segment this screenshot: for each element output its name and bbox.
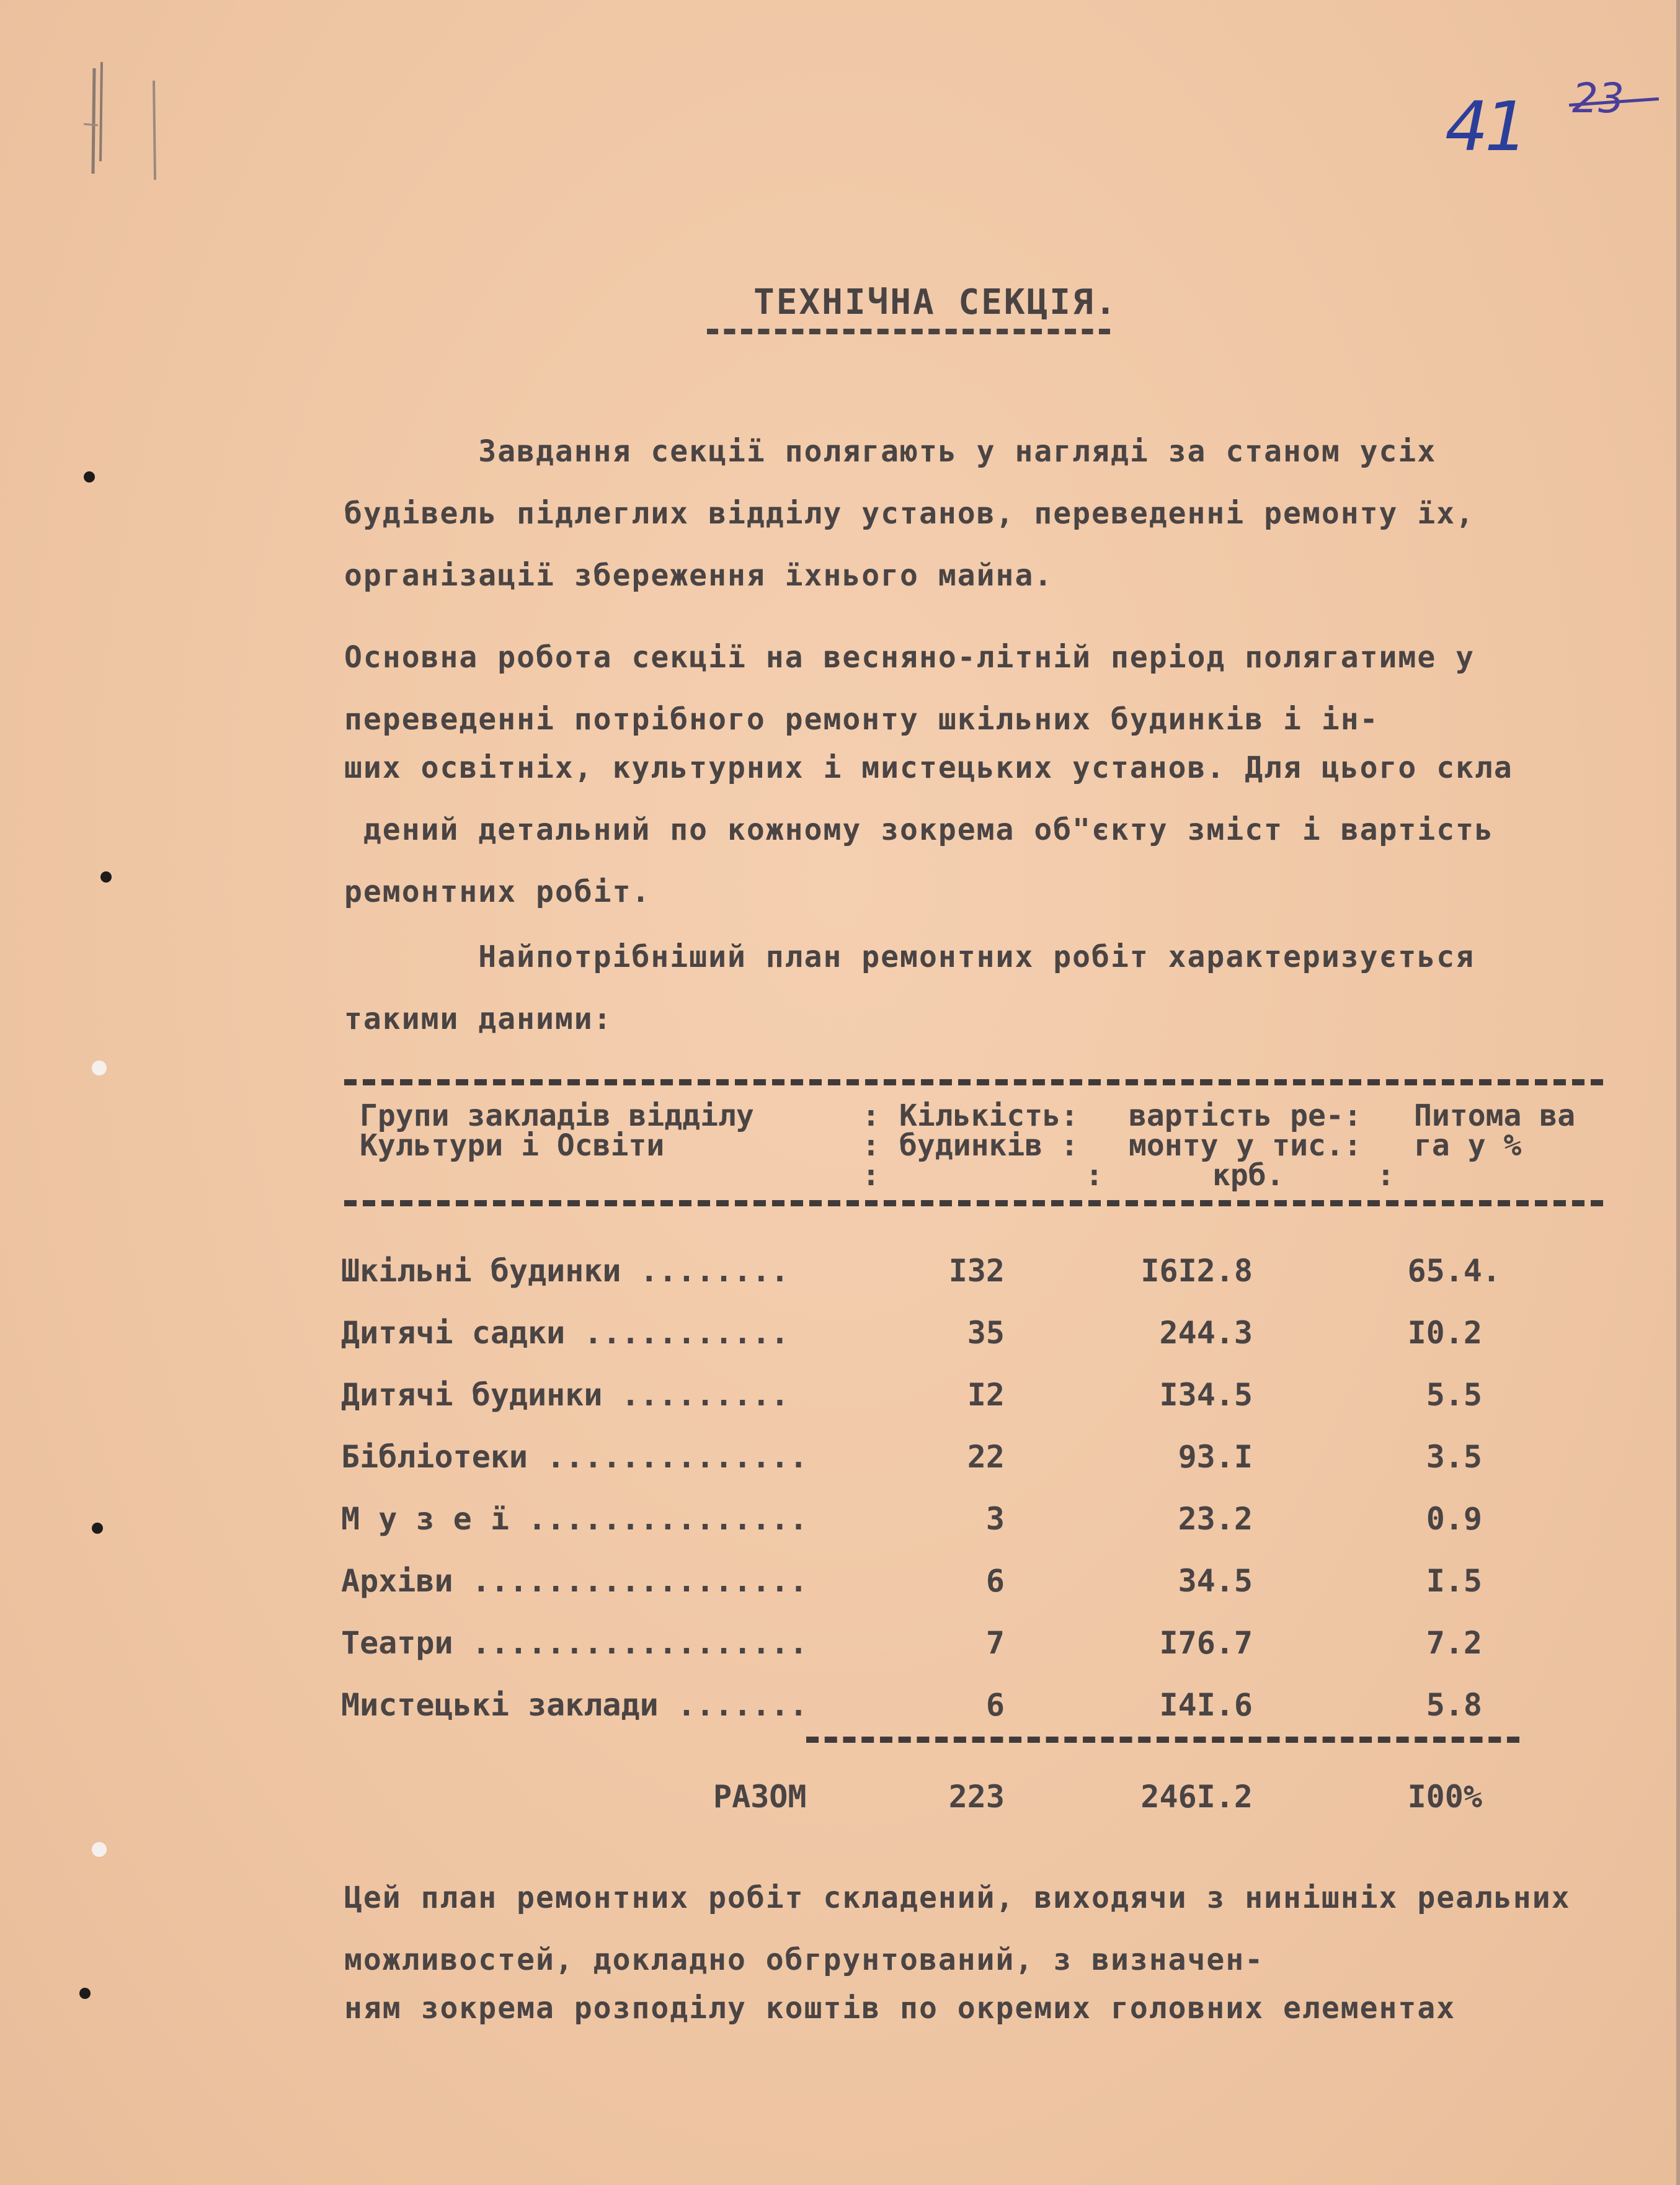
table-row-count: 7 (985, 1625, 1005, 1661)
table-row-cost: 34.5 (1178, 1563, 1253, 1599)
table-row-name: Бібліотеки .............. (341, 1439, 808, 1475)
closing-paragraph-line: Цей план ремонтних робіт складений, виходячи з нинішніх реальних можливостей, докладно обгрунтований, з визначен- (344, 1880, 1571, 1977)
column-separator: : (862, 1158, 880, 1193)
paragraph-line: ремонтних робіт. (344, 874, 651, 909)
table-total-label: РАЗОМ (713, 1779, 807, 1815)
table-row-count: 6 (985, 1563, 1005, 1599)
paragraph-line: Найпотрібніший план ремонтних робіт характеризується (344, 940, 1475, 974)
table-row-share: 65.4. (1407, 1253, 1501, 1289)
punch-hole-icon (79, 1988, 91, 1999)
table-row-name: Мистецькі заклади ....... (341, 1687, 808, 1723)
closing-paragraph-line: ням зокрема розподілу коштів по окремих головних елементах (344, 1991, 1456, 2026)
table-row-count: 3 (985, 1501, 1005, 1537)
column-header-cost: крб. (1212, 1158, 1284, 1193)
punch-hole-icon (100, 871, 112, 883)
paragraph-line: дений детальний по кожному зокрема об"єкту зміст і вартість (344, 812, 1494, 847)
table-total-rule (806, 1737, 1519, 1743)
paragraph-line: такими даними: (344, 1002, 613, 1036)
table-row-cost: I6I2.8 (1140, 1253, 1253, 1289)
column-header-cost: монту у тис.: (1129, 1128, 1362, 1163)
pencil-marks (81, 56, 174, 186)
archive-old-number: 23 (1572, 74, 1624, 122)
document-title: ТЕХНІЧНА СЕКЦІЯ. (753, 282, 1118, 323)
table-row-name: Театри .................. (341, 1625, 808, 1661)
punch-hole-icon (92, 1061, 107, 1075)
table-row-cost: I4I.6 (1159, 1687, 1253, 1723)
column-separator: : (862, 1098, 880, 1133)
paragraph-line: Основна робота секції на весняно-літній період полягатиме у переведенні потрібного ремонту шкільних будинків і ін- (344, 640, 1475, 737)
column-header-group: Культури і Освіти (360, 1128, 665, 1163)
title-underline (707, 329, 1110, 334)
table-row-count: I32 (948, 1253, 1005, 1289)
table-total-cost: 246I.2 (1140, 1779, 1253, 1815)
table-row-count: I2 (967, 1377, 1005, 1413)
table-total-share: I00% (1407, 1779, 1482, 1815)
column-header-share: га у % (1414, 1128, 1522, 1163)
punch-hole-icon (92, 1523, 103, 1534)
table-row-cost: 23.2 (1178, 1501, 1253, 1537)
table-row-name: М у з е ї ............... (341, 1501, 808, 1537)
table-row-count: 35 (967, 1315, 1005, 1351)
table-row-cost: I34.5 (1159, 1377, 1253, 1413)
table-top-rule (344, 1079, 1603, 1085)
table-row-share: 5.5 (1426, 1377, 1482, 1413)
table-row-share: I.5 (1426, 1563, 1482, 1599)
table-row-name: Архіви .................. (341, 1563, 808, 1599)
paragraph-line: ших освітніх, культурних і мистецьких установ. Для цього скла (344, 750, 1513, 785)
table-row-share: I0.2 (1407, 1315, 1482, 1351)
punch-hole-icon (84, 471, 95, 483)
column-header-count: будинків : (899, 1128, 1078, 1163)
table-header-rule (344, 1200, 1603, 1206)
column-header-share: Питома ва (1414, 1098, 1576, 1133)
paragraph-line: будівель підлеглих відділу установ, переведенні ремонту їх, (344, 496, 1475, 531)
table-row-share: 0.9 (1426, 1501, 1482, 1537)
table-row-name: Шкільні будинки ........ (341, 1253, 789, 1289)
table-row-share: 7.2 (1426, 1625, 1482, 1661)
table-row-cost: I76.7 (1159, 1625, 1253, 1661)
column-header-count: Кількість: (899, 1098, 1078, 1133)
table-row-cost: 244.3 (1159, 1315, 1253, 1351)
punch-hole-icon (92, 1842, 107, 1857)
table-row-name: Дитячі садки ........... (341, 1315, 789, 1351)
column-separator: : (862, 1128, 880, 1163)
table-row-count: 22 (967, 1439, 1005, 1475)
column-header-group: Групи закладів відділу (360, 1098, 754, 1133)
table-row-name: Дитячі будинки ......... (341, 1377, 789, 1413)
paragraph-line: організації збереження їхнього майна. (344, 558, 1054, 593)
table-row-count: 6 (985, 1687, 1005, 1723)
column-separator: : (1377, 1158, 1395, 1193)
table-row-cost: 93.I (1178, 1439, 1253, 1475)
archive-sheet-number: 41 (1445, 87, 1524, 166)
paragraph-line: Завдання секції полягають у нагляді за станом усіх (344, 434, 1437, 469)
table-total-count: 223 (948, 1779, 1005, 1815)
table-row-share: 5.8 (1426, 1687, 1482, 1723)
table-row-share: 3.5 (1426, 1439, 1482, 1475)
column-separator: : (1085, 1158, 1103, 1193)
column-header-cost: вартість ре-: (1129, 1098, 1362, 1133)
